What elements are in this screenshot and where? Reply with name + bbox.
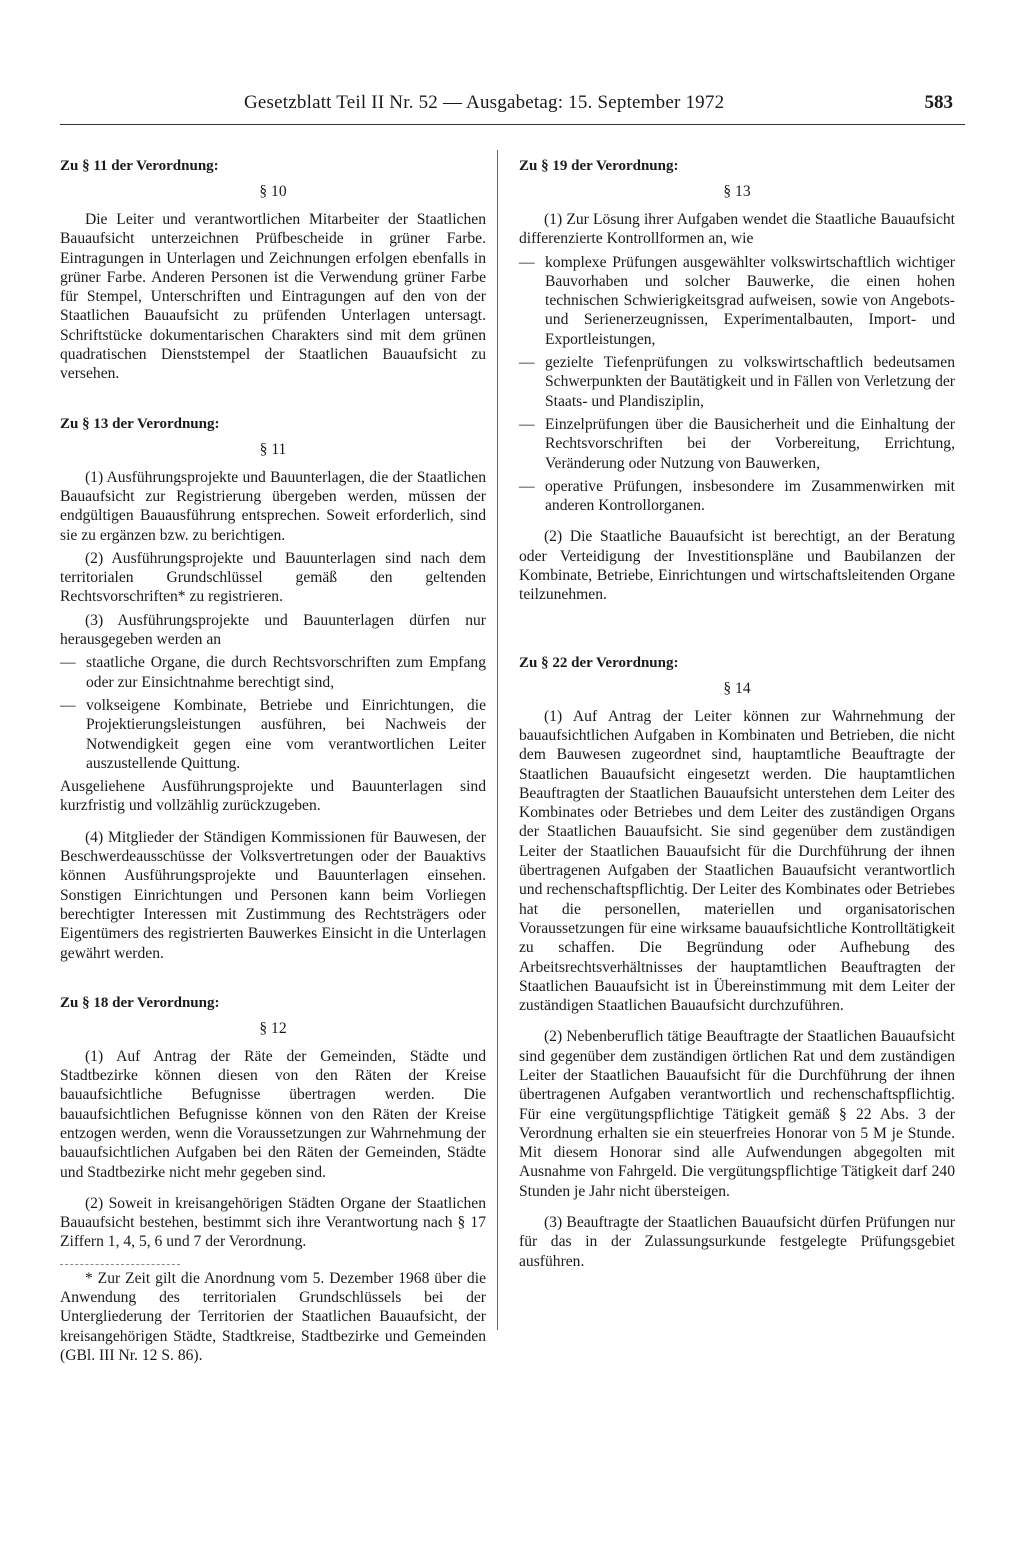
dash-marker: — (519, 415, 535, 433)
section-heading: Zu § 19 der Verordnung: (519, 158, 679, 174)
list-item (519, 415, 955, 473)
body-paragraph: (1) Auf Antrag der Leiter können zur Wahrnehmung der bauaufsichtlichen Aufgaben in Kombinaten und Betrieben, die nicht dem Bauwesen zugeordnet sind, hauptamtliche Beauftragte der Staatlichen Bauaufsicht eingesetzt werden. Die hauptamtlichen Beauftragten der Staatlichen Bauaufsicht unterstehen dem Leiter des Kombinates oder Betriebes und dem Leiter des zuständigen Organs der Staatlichen Bauaufsicht. Sie sind gegenüber dem zuständigen Leiter der Staatlichen Bauaufsicht für die Durchführung der ihnen übertragenen Aufgaben der Staatlichen Bauaufsicht verantwortlich und rechenschaftspflichtig. Der Leiter des Kombinates oder Betriebes hat die personellen, materiellen und organisatorischen Voraussetzungen für eine wirksame bauaufsichtliche Kontrolltätigkeit zu schaffen. Die Begründung oder Aufhebung des Arbeitsrechtsverhältnisses der hauptamtlichen Beauftragten der Staatlichen Bauaufsicht ist in Übereinstimmung mit dem Leiter der zuständigen Staatlichen Bauaufsicht durchzuführen. (519, 707, 955, 1015)
dash-marker: — (519, 477, 535, 495)
section-heading: Zu § 13 der Verordnung: (60, 415, 220, 432)
list-item-text: volkseigene Kombinate, Betriebe und Einrichtungen, die Projektierungsleistungen ausführen, bei Nachweis der Notwendigkeit gegen eine vom verantwortlichen Leiter auszustellende Quittung. (86, 696, 486, 772)
paragraph-number: § 13 (723, 183, 751, 200)
paragraph-number: § 11 (259, 440, 287, 458)
body-paragraph: (3) Beauftragte der Staatlichen Bauaufsicht dürfen Prüfungen nur für das in der Zulassungsurkunde festgelegte Prüfungsgebiet ausführen. (519, 1214, 955, 1270)
body-paragraph: (2) Ausführungsprojekte und Bauunterlagen sind nach dem territorialen Grundschlüssel gemäß den geltenden Rechtsvorschriften* zu registrieren. (60, 549, 486, 606)
body-paragraph: Ausgeliehene Ausführungsprojekte und Bauunterlagen sind kurzfristig und vollzählig zurückzugeben. (60, 778, 486, 815)
page-header (60, 92, 965, 125)
paragraph-number: § 12 (259, 1019, 287, 1037)
body-paragraph: (2) Die Staatliche Bauaufsicht ist berechtigt, an der Beratung oder Verteidigung der Investitionspläne und Baubilanzen der Kombinate, Betriebe, Einrichtungen und wirtschaftsleitenden Organe teilzunehmen. (519, 528, 955, 604)
column-divider (497, 150, 498, 1330)
list-item (60, 696, 486, 773)
body-paragraph: (2) Soweit in kreisangehörigen Städten Organe der Staatlichen Bauaufsicht bestehen, bestimmt sich ihre Verantwortung nach § 17 Ziffern 1, 4, 5, 6 und 7 der Verordnung. (60, 1194, 486, 1251)
dash-marker: — (60, 654, 76, 672)
body-paragraph: (1) Zur Lösung ihrer Aufgaben wendet die Staatliche Bauaufsicht differenzierte Kontrollformen an, wie (519, 211, 955, 248)
header-title: Gesetzblatt Teil II Nr. 52 — Ausgabetag: 15. September 1972 (244, 92, 725, 113)
paragraph-number: § 10 (259, 183, 287, 200)
footnote: * Zur Zeit gilt die Anordnung vom 5. Dezember 1968 über die Anwendung des territorialen Grundschlüssels bei der Untergliederung der Territorien der Staatlichen Bauaufsicht, der kreisangehörigen Städte, Stadtkreise, Stadtbezirke und Gemeinden (GBl. III Nr. 12 S. 86). (60, 1269, 486, 1364)
list-item (60, 653, 486, 692)
dash-marker: — (519, 354, 535, 372)
list-item-text: gezielte Tiefenprüfungen zu volkswirtschaftlich bedeutsamen Schwerpunkten der Bautätigkeit und in Fällen von Verletzung der Staats- und Plandisziplin, (545, 354, 955, 410)
list-item (519, 477, 955, 516)
body-paragraph: (4) Mitglieder der Ständigen Kommissionen für Bauwesen, der Beschwerdeausschüsse der Volksvertretungen oder der Bauaktivs können Ausführungsprojekte und Bauunterlagen einsehen. Sonstigen Einrichtungen und Personen kann beim Vorliegen berechtigter Interessen mit Zustimmung des Rechtsträgers oder Eigentümers des registrierten Bauwerkes Einsicht in die Unterlagen gewährt werden. (60, 828, 486, 962)
dash-marker: — (519, 253, 535, 271)
body-paragraph: Die Leiter und verantwortlichen Mitarbeiter der Staatlichen Bauaufsicht unterzeichnen Prüfbescheide in grüner Farbe. Eintragungen in Unterlagen und Zeichnungen erfolgen ebenfalls in grüner Farbe. Anderen Personen ist die Verwendung grüner Farbe für Stempel, Unterschriften und Eintragungen auf den von der Staatlichen Bauaufsicht zu prüfenden Unterlagen untersagt. Schriftstücke dokumentarischen Charakters sind mit dem grünen quadratischen Dienststempel der Staatlichen Bauaufsicht zu versehen. (60, 211, 486, 383)
body-paragraph: (1) Auf Antrag der Räte der Gemeinden, Städte und Stadtbezirke können diesen von den Räten der Kreise bauaufsichtliche Befugnisse übertragen werden. Die bauaufsichtlichen Befugnisse können von den Räten der Kreise entzogen werden, wenn die Voraussetzungen zur Wahrnehmung der bauaufsichtlichen Aufgaben bei den Räten der Gemeinden, Städte und Stadtbezirke nicht mehr gegeben sind. (60, 1047, 486, 1181)
body-paragraph: (1) Ausführungsprojekte und Bauunterlagen, die der Staatlichen Bauaufsicht zur Registrierung übergeben werden, müssen der endgültigen Bauausführung entsprechen. Soweit erforderlich, sind sie zu ergänzen bzw. zu berichtigen. (60, 468, 486, 544)
paragraph-number: § 14 (723, 679, 751, 697)
body-paragraph: (3) Ausführungsprojekte und Bauunterlagen dürfen nur herausgegeben werden an (60, 611, 486, 649)
page-number: 583 (924, 92, 953, 113)
list-item (519, 253, 955, 349)
right-column (519, 156, 955, 1275)
dash-marker: — (60, 696, 76, 714)
list-item-text: Einzelprüfungen über die Bausicherheit und die Einhaltung der Rechtsvorschriften bei der Vorbereitung, Errichtung, Veränderung oder Nutzung von Bauwerken, (545, 415, 955, 472)
section-heading: Zu § 11 der Verordnung: (60, 158, 219, 174)
body-paragraph: (2) Nebenberuflich tätige Beauftragte der Staatlichen Bauaufsicht sind gegenüber dem zuständigen örtlichen Rat und dem zuständigen Leiter der Staatlichen Bauaufsicht für die Durchführung der ihnen übertragenen Aufgaben verantwortlich und rechenschaftspflichtig. Für eine vergütungspflichtige Tätigkeit gemäß § 22 Abs. 3 der Verordnung erhalten sie ein steuerfreies Honorar von 5 M je Stunde. Mit diesem Honorar sind alle Aufwendungen abgegolten mit Ausnahme von Fahrgeld. Die vergütungspflichtige Tätigkeit darf 240 Stunden je Jahr nicht übersteigen. (519, 1028, 955, 1200)
list-item-text: operative Prüfungen, insbesondere im Zusammenwirken mit anderen Kontrollorganen. (545, 477, 955, 515)
section-heading: Zu § 18 der Verordnung: (60, 994, 220, 1011)
left-column (60, 156, 486, 1369)
list-item-text: staatliche Organe, die durch Rechtsvorschriften zum Empfang oder zur Einsichtnahme berechtigt sind, (86, 654, 486, 691)
section-heading: Zu § 22 der Verordnung: (519, 654, 679, 671)
list-item (519, 353, 955, 411)
list-item-text: komplexe Prüfungen ausgewählter volkswirtschaftlich wichtiger Bauvorhaben und solcher Bauwerke, die einen hohen technischen Schwierigkeitsgrad aufweisen, sowie von Angebots- und Serienerzeugnissen, Experimentalbauten, Import- und Exportleistungen, (545, 253, 955, 348)
footnote-rule (60, 1264, 180, 1265)
